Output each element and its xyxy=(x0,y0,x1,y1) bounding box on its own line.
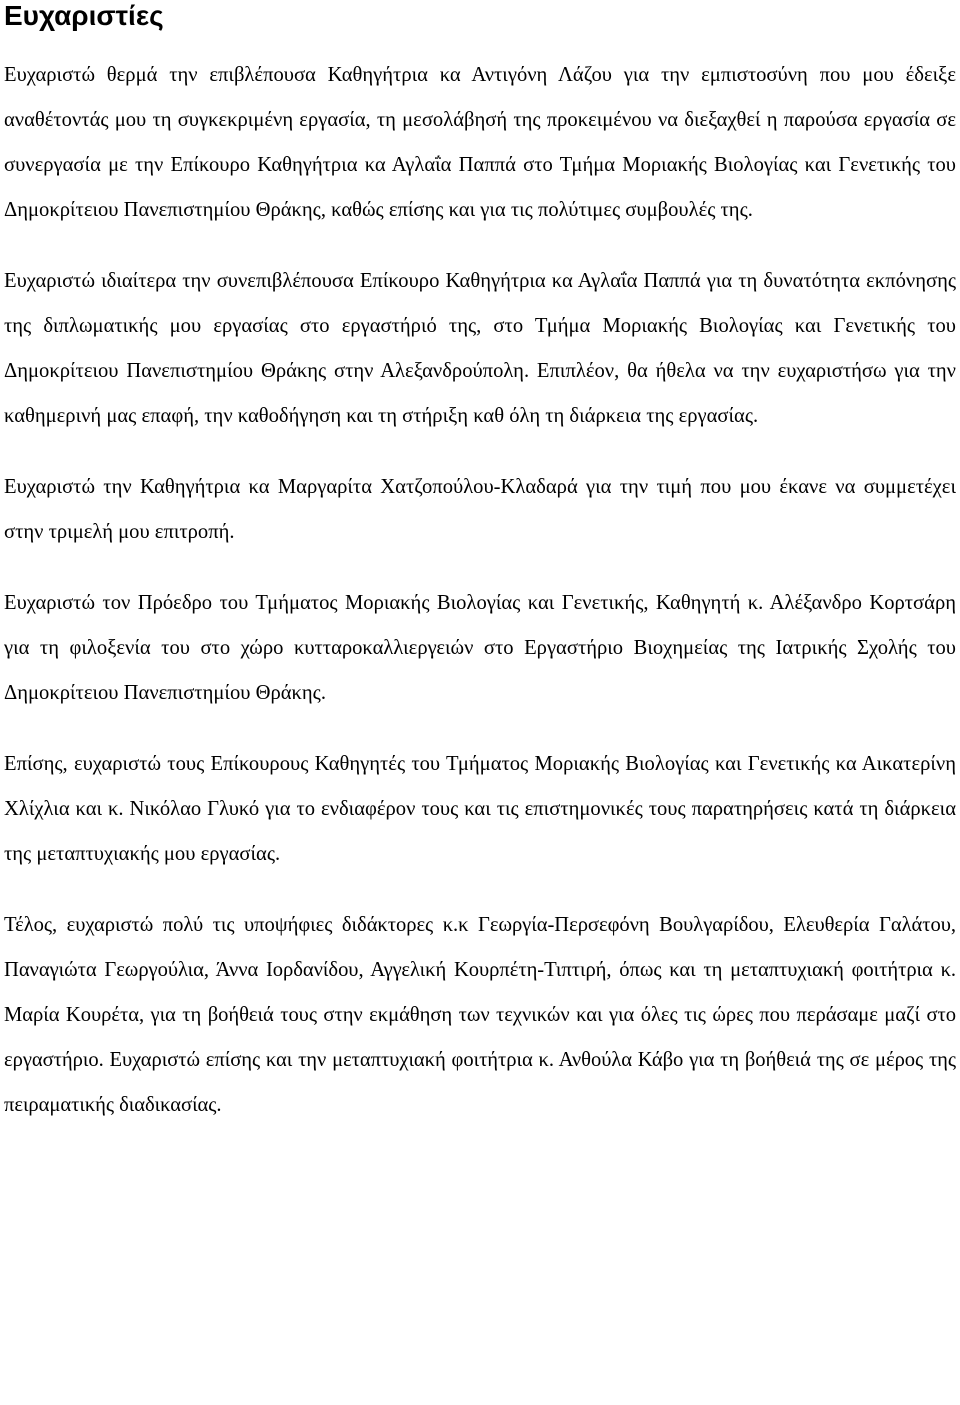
paragraph-co-supervisor-thanks: Ευχαριστώ ιδιαίτερα την συνεπιβλέπουσα Επίκουρο Καθηγήτρια κα Αγλαΐα Παππά για τη δυνατότητα εκπόνησης της διπλωματικής μου εργασίας στο εργαστήριό της, στο Τμήμα Μοριακής Βιολογίας και Γενετικής του Δημοκρίτειου Πανεπιστημίου Θράκης στην Αλεξανδρούπολη. Επιπλέον, θα ήθελα να την ευχαριστήσω για την καθημερινή μας επαφή, την καθοδήγηση και τη στήριξη καθ όλη τη διάρκεια της εργασίας. xyxy=(4,270,956,427)
paragraph-lab-colleagues-thanks: Τέλος, ευχαριστώ πολύ τις υποψήφιες διδάκτορες κ.κ Γεωργία-Περσεφόνη Βουλγαρίδου, Ελευθερία Γαλάτου, Παναγιώτα Γεωργούλια, Άννα Ιορδανίδου, Αγγελική Κουρπέτη-Τιπτιρή, όπως και τη μεταπτυχιακή φοιτήτρια κ. Μαρία Κουρέτα, για τη βοήθειά τους στην εκμάθηση των τεχνικών και για όλες τις ώρες που περάσαμε μαζί στο εργαστήριο. Ευχαριστώ επίσης και την μεταπτυχιακή φοιτήτρια κ. Ανθούλα Κάβο για τη βοήθειά της σε μέρος της πειραματικής διαδικασίας. xyxy=(4,914,956,1116)
paragraph-assistant-professors-thanks: Επίσης, ευχαριστώ τους Επίκουρους Καθηγητές του Τμήματος Μοριακής Βιολογίας και Γενετικής κα Αικατερίνη Χλίχλια και κ. Νικόλαο Γλυκό για το ενδιαφέρον τους και τις επιστημονικές τους παρατηρήσεις κατά τη διάρκεια της μεταπτυχιακής μου εργασίας. xyxy=(4,753,956,865)
paragraph-supervisor-thanks: Ευχαριστώ θερμά την επιβλέπουσα Καθηγήτρια κα Αντιγόνη Λάζου για την εμπιστοσύνη που μου έδειξε αναθέτοντάς μου τη συγκεκριμένη εργασία, τη μεσολάβησή της προκειμένου να διεξαχθεί η παρούσα εργασία σε συνεργασία με την Επίκουρο Καθηγήτρια κα Αγλαΐα Παππά στο Τμήμα Μοριακής Βιολογίας και Γενετικής του Δημοκρίτειου Πανεπιστημίου Θράκης, καθώς επίσης και για τις πολύτιμες συμβουλές της. xyxy=(4,64,956,221)
page-title: Ευχαριστίες xyxy=(4,0,164,31)
paragraph-department-president-thanks: Ευχαριστώ τον Πρόεδρο του Τμήματος Μοριακής Βιολογίας και Γενετικής, Καθηγητή κ. Αλέξανδρο Κορτσάρη για τη φιλοξενία του στο χώρο κυτταροκαλλιεργειών στο Εργαστήριο Βιοχημείας της Ιατρικής Σχολής του Δημοκρίτειου Πανεπιστημίου Θράκης. xyxy=(4,592,956,704)
paragraph-committee-thanks: Ευχαριστώ την Καθηγήτρια κα Μαργαρίτα Χατζοπούλου-Κλαδαρά για την τιμή που μου έκανε να συμμετέχει στην τριμελή μου επιτροπή. xyxy=(4,476,956,543)
